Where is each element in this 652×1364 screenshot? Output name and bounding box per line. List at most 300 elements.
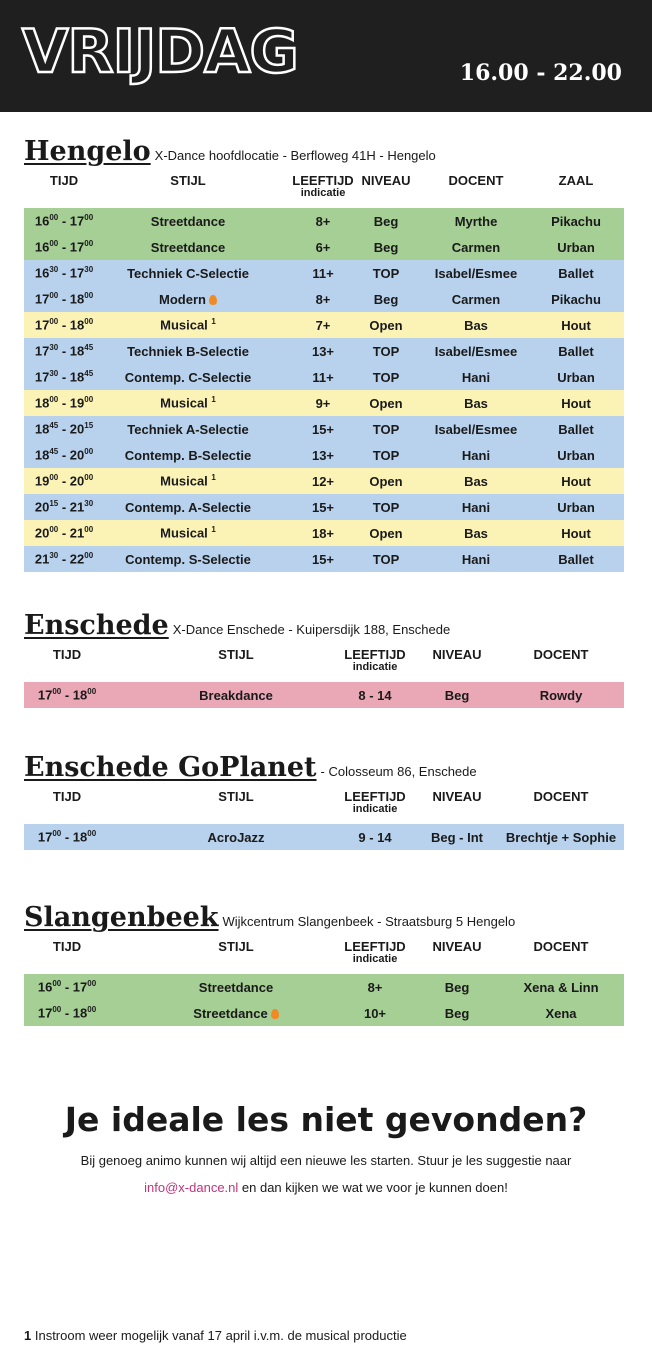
cell-style (111, 214, 265, 229)
room-value: Pikachu (551, 291, 601, 307)
column-header-docent (498, 646, 624, 662)
cell-age (334, 980, 416, 995)
table-row (24, 286, 624, 312)
cell-age (290, 474, 356, 489)
column-header-niveau (416, 646, 498, 662)
cell-style (111, 370, 265, 385)
cell-level (356, 266, 416, 281)
cell-level (356, 396, 416, 411)
room-value: Urban (557, 239, 595, 255)
end-minutes: 00 (84, 291, 94, 301)
cell-teacher (424, 422, 528, 437)
level-value: Open (369, 395, 403, 411)
cell-teacher (424, 396, 528, 411)
cell-style (111, 240, 265, 255)
cell-age (290, 396, 356, 411)
column-header-stijl (154, 646, 318, 662)
style-name: AcroJazz (207, 829, 265, 845)
end-minutes: 15 (84, 421, 94, 431)
column-header-leeftijd (334, 788, 416, 815)
day-title: VRIJDAG (22, 17, 298, 87)
style-name: Contemp. C-Selectie (124, 369, 252, 385)
cell-room (531, 526, 621, 541)
table-row (24, 312, 624, 338)
teacher-value: Xena & Linn (523, 979, 599, 995)
cta-text-line2 (0, 1180, 652, 1195)
column-header-label: DOCENT (533, 789, 589, 804)
start-hour: 17 (37, 687, 53, 703)
column-header-leeftijd (334, 938, 416, 965)
cell-level (356, 370, 416, 385)
column-header-leeftijd (290, 172, 356, 199)
cell-time: $17^{00} - 18^{00}$ (34, 317, 94, 333)
cell-room (531, 292, 621, 307)
style-name: Breakdance (199, 687, 273, 703)
end-minutes: 45 (84, 343, 94, 353)
start-hour: 17 (34, 369, 50, 385)
cell-room (531, 474, 621, 489)
location-name: Enschede (24, 610, 169, 641)
cell-teacher (424, 526, 528, 541)
column-header-stijl (154, 938, 318, 954)
end-hour: 22 (69, 551, 85, 567)
level-value: Beg (444, 1005, 470, 1021)
cell-age (290, 500, 356, 515)
style-name: Musical (160, 473, 208, 489)
cell-age (290, 266, 356, 281)
cell-teacher (424, 318, 528, 333)
cell-level (416, 980, 498, 995)
table-row (24, 1000, 624, 1026)
cell-time: $19^{00} - 20^{00}$ (34, 473, 94, 489)
style-name: Musical (160, 317, 208, 333)
end-hour: 18 (69, 317, 85, 333)
end-hour: 18 (72, 829, 88, 845)
end-minutes: 00 (84, 551, 94, 561)
end-hour: 18 (69, 343, 85, 359)
column-header-label: TIJD (49, 173, 79, 188)
cell-teacher (424, 552, 528, 567)
style-name: Musical (160, 525, 208, 541)
cell-level (416, 830, 498, 845)
start-minutes: 30 (49, 369, 59, 379)
cell-time: $17^{00} - 18^{00}$ (37, 829, 97, 845)
table-header (24, 938, 624, 974)
start-hour: 21 (34, 551, 50, 567)
table-row (24, 364, 624, 390)
cell-time: $17^{30} - 18^{45}$ (34, 343, 94, 359)
cell-teacher (498, 830, 624, 845)
column-header-niveau (416, 788, 498, 804)
cell-time: $18^{45} - 20^{00}$ (34, 447, 94, 463)
cell-time: $18^{00} - 19^{00}$ (34, 395, 94, 411)
room-value: Ballet (558, 343, 594, 359)
level-value: TOP (372, 265, 400, 281)
cell-level (356, 474, 416, 489)
cell-age (290, 344, 356, 359)
location-line (24, 610, 624, 646)
cell-time: $20^{00} - 21^{00}$ (34, 525, 94, 541)
table-header (24, 788, 624, 824)
column-header-stijl (154, 788, 318, 804)
table-row (24, 468, 624, 494)
teacher-value: Isabel/Esmee (434, 421, 518, 437)
start-minutes: 00 (52, 1005, 62, 1015)
style-name: Contemp. B-Selectie (124, 447, 252, 463)
end-minutes: 00 (87, 979, 97, 989)
location-address: X-Dance hoofdlocatie - Berfloweg 41H - Hengelo (154, 148, 436, 163)
column-header-label: STIJL (218, 939, 254, 954)
end-hour: 18 (72, 687, 88, 703)
cell-style (111, 525, 265, 540)
column-header-label: LEEFTIJD (344, 939, 406, 954)
cell-level (356, 526, 416, 541)
cell-time: $17^{00} - 18^{00}$ (37, 687, 97, 703)
age-value: 8 - 14 (358, 687, 392, 703)
end-hour: 21 (69, 499, 85, 515)
cell-time: $16^{00} - 17^{00}$ (34, 239, 94, 255)
column-header-tijd (26, 172, 102, 188)
cell-level (356, 422, 416, 437)
cell-teacher (424, 344, 528, 359)
table-row (24, 208, 624, 234)
cell-time: $17^{30} - 18^{45}$ (34, 369, 94, 385)
end-hour: 20 (69, 473, 85, 489)
level-value: Beg (373, 291, 399, 307)
end-minutes: 00 (87, 1005, 97, 1015)
column-header-sub: indicatie (352, 803, 398, 815)
column-header-label: NIVEAU (432, 939, 482, 954)
cell-age (334, 830, 416, 845)
location-name: Slangenbeek (24, 902, 219, 933)
footnote (24, 1328, 407, 1343)
room-value: Urban (557, 369, 595, 385)
teacher-value: Hani (461, 499, 491, 515)
cell-time: $16^{00} - 17^{00}$ (37, 979, 97, 995)
email-link[interactable]: info@x-dance.nl (144, 1180, 239, 1195)
table-row (24, 494, 624, 520)
table-row (24, 442, 624, 468)
start-hour: 18 (34, 421, 50, 437)
cell-level (356, 344, 416, 359)
cell-style (111, 292, 265, 307)
age-value: 10+ (363, 1005, 387, 1021)
table-row (24, 338, 624, 364)
start-minutes: 00 (52, 979, 62, 989)
section-enschede (24, 610, 624, 708)
column-header-label: STIJL (170, 173, 206, 188)
column-header-tijd (32, 788, 102, 804)
cell-room (531, 344, 621, 359)
cell-age (290, 318, 356, 333)
cell-room (531, 266, 621, 281)
table-header (24, 646, 624, 682)
start-minutes: 00 (52, 687, 62, 697)
page-header (0, 0, 652, 112)
cell-teacher (498, 688, 624, 703)
cell-teacher (424, 240, 528, 255)
cell-age (334, 1006, 416, 1021)
cell-style (111, 317, 265, 332)
age-value: 13+ (311, 447, 335, 463)
cell-teacher (424, 500, 528, 515)
end-hour: 18 (69, 369, 85, 385)
footnote-text: Instroom weer mogelijk vanaf 17 april i.v.m. de musical productie (31, 1328, 407, 1343)
end-hour: 17 (69, 239, 85, 255)
cell-room (531, 240, 621, 255)
start-hour: 16 (37, 979, 53, 995)
fire-icon (271, 1009, 279, 1019)
style-name: Contemp. A-Selectie (125, 499, 251, 515)
section-hengelo (24, 136, 624, 572)
age-value: 18+ (311, 525, 335, 541)
section-enschede-goplanet (24, 752, 624, 850)
age-value: 13+ (311, 343, 335, 359)
level-value: Open (369, 317, 403, 333)
section-slangenbeek (24, 902, 624, 1026)
opening-hours: 16.00 - 22.00 (459, 60, 622, 86)
column-header-sub: indicatie (352, 953, 398, 965)
cell-teacher (498, 1006, 624, 1021)
cell-teacher (424, 266, 528, 281)
teacher-value: Carmen (451, 291, 501, 307)
style-name: Streetdance (193, 1005, 268, 1021)
column-header-stijl (111, 172, 265, 188)
table-header (24, 172, 624, 208)
cell-teacher (424, 292, 528, 307)
cell-style (154, 980, 318, 995)
table-row (24, 546, 624, 572)
teacher-value: Carmen (451, 239, 501, 255)
style-name: Techniek A-Selectie (127, 421, 249, 437)
location-line (24, 902, 624, 938)
end-minutes: 45 (84, 369, 94, 379)
start-minutes: 45 (49, 447, 59, 457)
end-hour: 18 (72, 1005, 88, 1021)
cell-age (290, 370, 356, 385)
column-header-label: LEEFTIJD (344, 789, 406, 804)
start-minutes: 00 (52, 829, 62, 839)
end-minutes: 00 (87, 829, 97, 839)
teacher-value: Hani (461, 447, 491, 463)
teacher-value: Hani (461, 369, 491, 385)
start-hour: 16 (34, 239, 50, 255)
teacher-value: Myrthe (454, 213, 498, 229)
teacher-value: Isabel/Esmee (434, 343, 518, 359)
cell-teacher (498, 980, 624, 995)
level-value: Open (369, 525, 403, 541)
column-header-label: DOCENT (448, 173, 504, 188)
end-hour: 17 (69, 265, 85, 281)
level-value: Beg (373, 213, 399, 229)
start-minutes: 00 (49, 291, 59, 301)
age-value: 8+ (315, 291, 331, 307)
column-header-label: STIJL (218, 647, 254, 662)
cell-style (154, 1006, 318, 1021)
level-value: TOP (372, 343, 400, 359)
end-minutes: 00 (84, 395, 94, 405)
cell-level (356, 318, 416, 333)
start-hour: 16 (34, 213, 50, 229)
cell-style (111, 552, 265, 567)
cell-age (290, 526, 356, 541)
cell-teacher (424, 370, 528, 385)
cell-age (290, 214, 356, 229)
age-value: 11+ (312, 369, 334, 385)
teacher-value: Bas (464, 525, 488, 541)
column-header-label: LEEFTIJD (292, 173, 354, 188)
end-minutes: 00 (84, 473, 94, 483)
table-row (24, 234, 624, 260)
end-minutes: 00 (84, 239, 94, 249)
style-name: Streetdance (150, 213, 226, 229)
cell-time: $18^{45} - 20^{15}$ (34, 421, 94, 437)
end-hour: 20 (69, 447, 85, 463)
column-header-label: NIVEAU (361, 173, 411, 188)
age-value: 12+ (311, 473, 335, 489)
footnote-ref: 1 (211, 525, 216, 535)
cell-time: $16^{30} - 17^{30}$ (34, 265, 94, 281)
footnote-ref: 1 (211, 317, 216, 327)
cell-style (111, 344, 265, 359)
table-row (24, 974, 624, 1000)
start-hour: 18 (34, 447, 50, 463)
start-minutes: 15 (49, 499, 59, 509)
cell-level (416, 1006, 498, 1021)
cell-level (356, 500, 416, 515)
location-name: Enschede GoPlanet (24, 752, 317, 783)
column-header-sub: indicatie (300, 187, 346, 199)
cell-teacher (424, 448, 528, 463)
end-hour: 20 (69, 421, 85, 437)
column-header-niveau (416, 938, 498, 954)
start-minutes: 00 (49, 213, 59, 223)
end-hour: 17 (69, 213, 85, 229)
level-value: Beg - Int (431, 829, 483, 845)
level-value: TOP (372, 369, 400, 385)
teacher-value: Rowdy (539, 687, 583, 703)
start-minutes: 00 (49, 317, 59, 327)
age-value: 6+ (315, 239, 331, 255)
cell-room (531, 370, 621, 385)
table-row (24, 682, 624, 708)
age-value: 15+ (311, 551, 335, 567)
cell-room (531, 214, 621, 229)
location-address: - Colosseum 86, Enschede (320, 764, 477, 779)
level-value: Beg (444, 687, 470, 703)
cell-age (290, 448, 356, 463)
cell-room (531, 422, 621, 437)
start-hour: 17 (34, 343, 50, 359)
cell-room (531, 552, 621, 567)
fire-icon (209, 295, 217, 305)
cell-style (111, 473, 265, 488)
start-hour: 17 (37, 829, 53, 845)
start-minutes: 30 (49, 551, 59, 561)
cell-room (531, 448, 621, 463)
column-header-tijd (32, 938, 102, 954)
start-minutes: 45 (49, 421, 59, 431)
end-minutes: 00 (84, 525, 94, 535)
start-hour: 20 (34, 525, 50, 541)
end-minutes: 00 (84, 447, 94, 457)
table-row (24, 824, 624, 850)
end-minutes: 30 (84, 499, 94, 509)
level-value: TOP (372, 551, 400, 567)
age-value: 7+ (315, 317, 331, 333)
cta-text-after: en dan kijken we wat we voor je kunnen doen! (238, 1180, 508, 1195)
room-value: Ballet (558, 551, 594, 567)
age-value: 8+ (315, 213, 331, 229)
style-name: Contemp. S-Selectie (125, 551, 251, 567)
style-name: Streetdance (198, 979, 274, 995)
cell-style (111, 448, 265, 463)
start-hour: 19 (34, 473, 50, 489)
table-row (24, 390, 624, 416)
cell-time: $17^{00} - 18^{00}$ (34, 291, 94, 307)
room-value: Ballet (558, 421, 594, 437)
start-minutes: 30 (49, 265, 59, 275)
cell-age (290, 240, 356, 255)
cell-level (356, 552, 416, 567)
column-header-label: LEEFTIJD (344, 647, 406, 662)
room-value: Urban (557, 447, 595, 463)
column-header-label: ZAAL (558, 173, 594, 188)
teacher-value: Bas (464, 317, 488, 333)
level-value: Beg (373, 239, 399, 255)
level-value: TOP (372, 499, 400, 515)
location-address: Wijkcentrum Slangenbeek - Straatsburg 5 Hengelo (222, 914, 516, 929)
style-name: Streetdance (150, 239, 226, 255)
cell-level (356, 448, 416, 463)
room-value: Hout (561, 473, 591, 489)
cell-age (290, 292, 356, 307)
location-line (24, 136, 624, 172)
footnote-ref: 1 (211, 395, 216, 405)
start-hour: 16 (34, 265, 50, 281)
cell-age (290, 422, 356, 437)
room-value: Urban (557, 499, 595, 515)
table-row (24, 416, 624, 442)
cell-time: $20^{15} - 21^{30}$ (34, 499, 94, 515)
cell-level (356, 292, 416, 307)
cell-style (111, 422, 265, 437)
column-header-zaal (531, 172, 621, 188)
cell-room (531, 318, 621, 333)
cell-room (531, 396, 621, 411)
column-header-docent (498, 938, 624, 954)
style-name: Musical (160, 395, 208, 411)
cell-style (154, 830, 318, 845)
column-header-label: TIJD (52, 647, 82, 662)
column-header-label: DOCENT (533, 647, 589, 662)
teacher-value: Bas (464, 395, 488, 411)
footnote-ref: 1 (211, 473, 216, 483)
teacher-value: Xena (545, 1005, 577, 1021)
style-name: Modern (159, 291, 206, 307)
cta-title: Je ideale les niet gevonden? (64, 1100, 588, 1139)
teacher-value: Isabel/Esmee (434, 265, 518, 281)
room-value: Hout (561, 525, 591, 541)
cell-style (154, 688, 318, 703)
end-hour: 18 (69, 291, 85, 307)
style-name: Techniek C-Selectie (127, 265, 249, 281)
start-hour: 18 (34, 395, 50, 411)
start-minutes: 00 (49, 525, 59, 535)
cell-level (356, 214, 416, 229)
footnote-marker: 1 (24, 1328, 32, 1343)
level-value: Open (369, 473, 403, 489)
